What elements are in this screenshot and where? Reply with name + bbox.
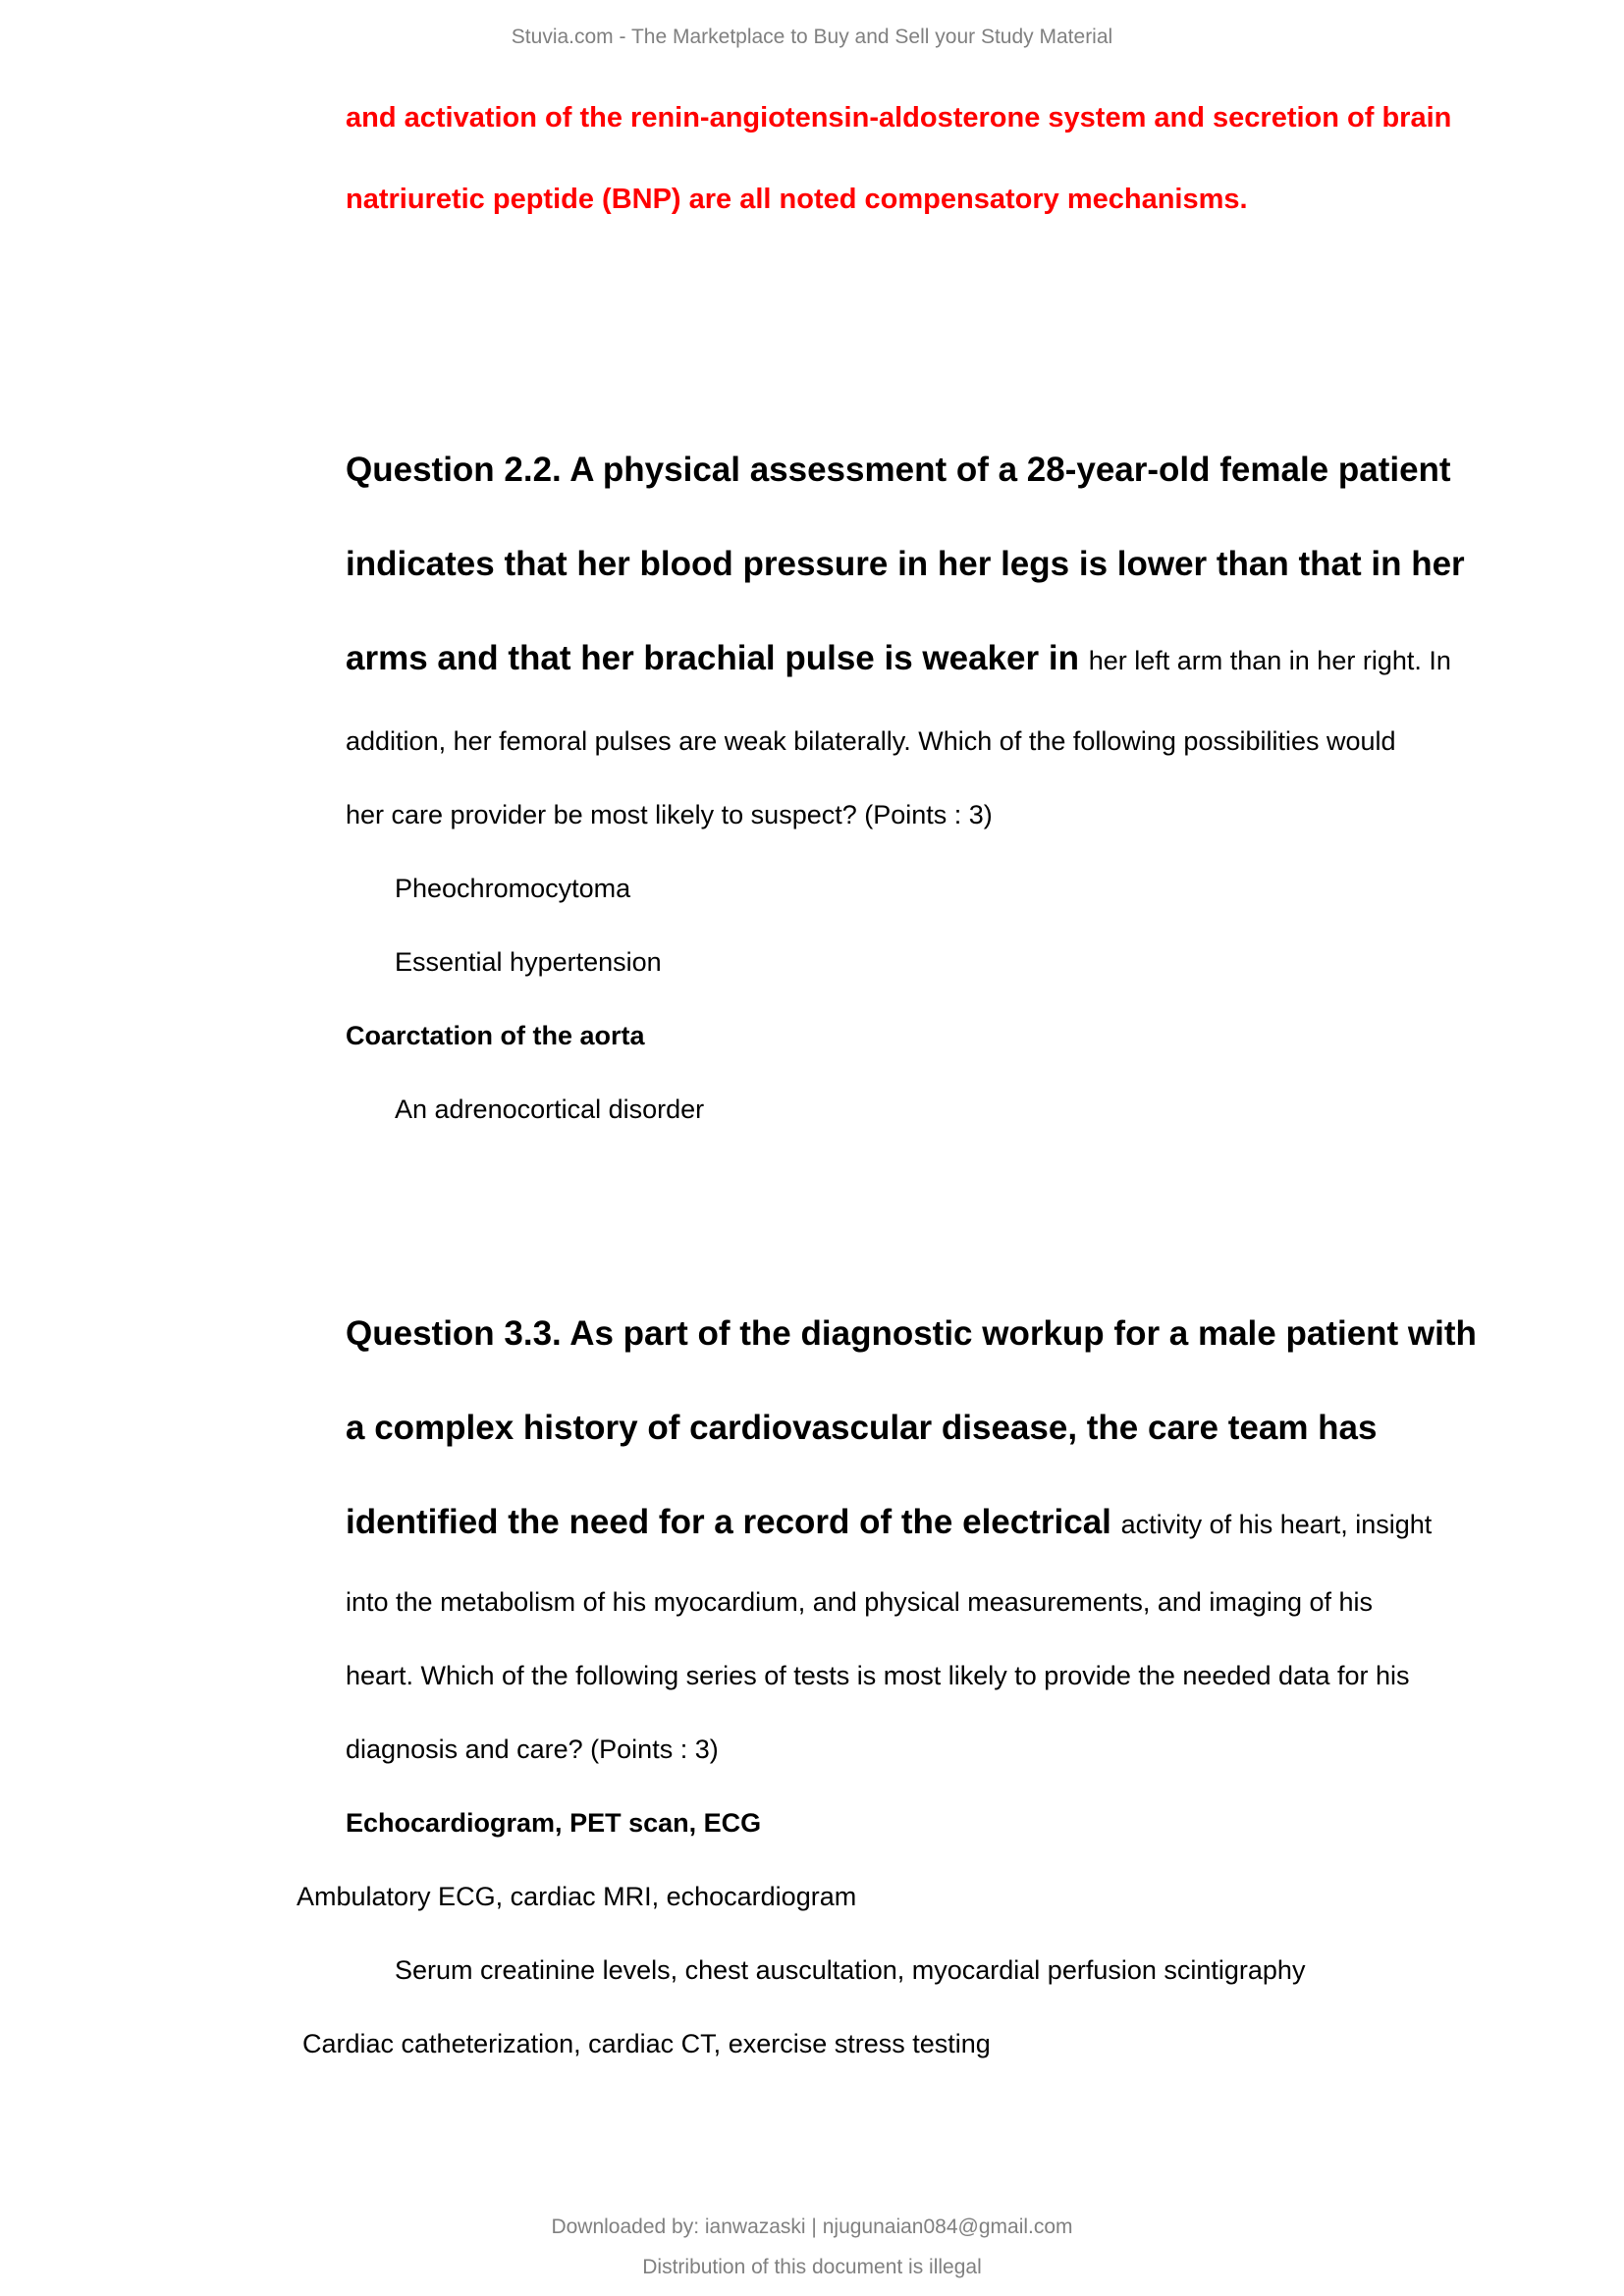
- question-3-title-line-3-tail: activity of his heart, insight: [1120, 1510, 1433, 1539]
- question-2-option-4: An adrenocortical disorder: [395, 1095, 705, 1124]
- prev-answer-line-1: and activation of the renin-angiotensin-aldosterone system and secretion of brain: [346, 102, 1452, 133]
- question-2-option-2: Essential hypertension: [395, 947, 662, 977]
- question-3-option-3: Serum creatinine levels, chest auscultation, myocardial perfusion scintigraphy: [395, 1955, 1306, 1985]
- question-3-option-1-correct: Echocardiogram, PET scan, ECG: [346, 1808, 762, 1838]
- downloaded-by-footer: Downloaded by: ianwazaski | njugunaian084@gmail.com: [551, 2216, 1073, 2238]
- question-2-option-3-correct: Coarctation of the aorta: [346, 1021, 645, 1050]
- question-2-option-1: Pheochromocytoma: [395, 874, 631, 903]
- question-3-title-line-2: a complex history of cardiovascular disease, the care team has: [346, 1409, 1378, 1447]
- question-2-title-line-2: indicates that her blood pressure in her legs is lower than that in her: [346, 545, 1465, 583]
- question-2-text-line-5: her care provider be most likely to suspect? (Points : 3): [346, 800, 993, 829]
- question-2-title-line-1: Question 2.2. A physical assessment of a 28-year-old female patient: [346, 451, 1451, 489]
- question-2-title-line-3-tail: her left arm than in her right. In: [1088, 646, 1451, 675]
- question-3-option-4: Cardiac catheterization, cardiac CT, exercise stress testing: [302, 2029, 991, 2058]
- prev-answer-line-2: natriuretic peptide (BNP) are all noted compensatory mechanisms.: [346, 184, 1248, 215]
- question-2-title-line-3-bold: arms and that her brachial pulse is weaker in: [346, 639, 1079, 677]
- question-3-option-2: Ambulatory ECG, cardiac MRI, echocardiogram: [297, 1882, 857, 1911]
- question-3-title-line-3-bold: identified the need for a record of the electrical: [346, 1503, 1111, 1541]
- question-3-text-line-5: heart. Which of the following series of tests is most likely to provide the needed data for his: [346, 1661, 1410, 1690]
- question-3-text-line-4: into the metabolism of his myocardium, and physical measurements, and imaging of his: [346, 1587, 1373, 1617]
- question-2-title-line-3: [346, 639, 1451, 678]
- question-3-text-line-6: diagnosis and care? (Points : 3): [346, 1735, 719, 1764]
- question-2-text-line-4: addition, her femoral pulses are weak bilaterally. Which of the following possibilities would: [346, 726, 1396, 756]
- stuvia-watermark: Stuvia.com - The Marketplace to Buy and Sell your Study Material: [511, 26, 1113, 48]
- question-3-title-line-1: Question 3.3. As part of the diagnostic workup for a male patient with: [346, 1314, 1477, 1353]
- distribution-notice-footer: Distribution of this document is illegal: [642, 2256, 982, 2278]
- question-3-title-line-3: [346, 1503, 1432, 1542]
